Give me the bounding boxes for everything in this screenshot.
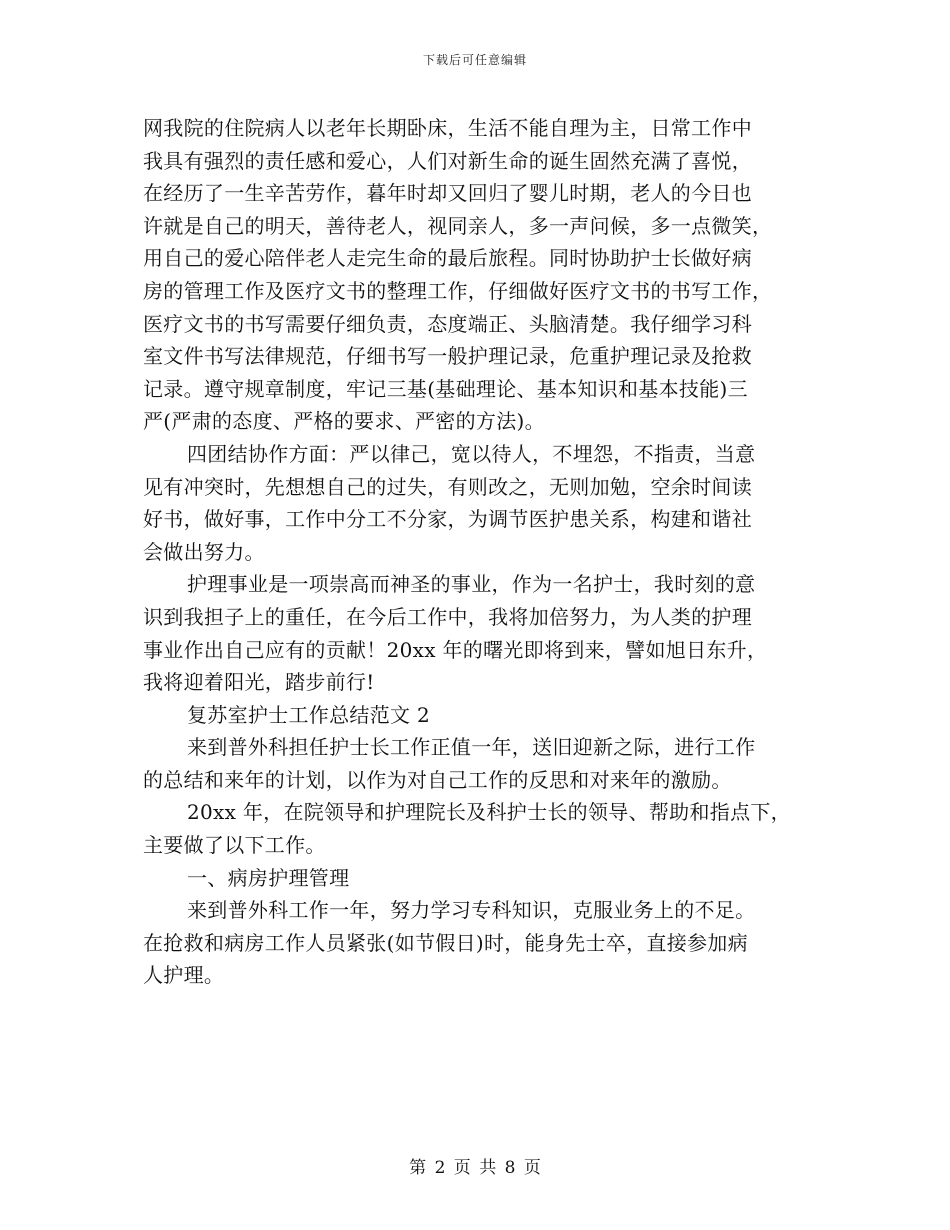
text-line: 在抢救和病房工作人员紧张(如节假日)时，能身先士卒，直接参加病 — [143, 930, 748, 955]
text-line: 识到我担子上的重任，在今后工作中，我将加倍努力，为人类的护理 — [143, 604, 752, 629]
page-header: 下载后可任意编辑 — [422, 53, 527, 67]
text-line: 严(严肃的态度、严格的要求、严密的方法)。 — [143, 409, 545, 434]
text-line: 医疗文书的书写需要仔细负责，态度端正、头脑清楚。我仔细学习科 — [143, 311, 752, 336]
section-title: 复苏室护士工作总结范文 2 — [187, 702, 430, 727]
subsection-title: 一、病房护理管理 — [187, 865, 350, 890]
text-line: 室文件书写法律规范，仔细书写一般护理记录，危重护理记录及抢救 — [143, 344, 752, 369]
text-line: 用自己的爱心陪伴老人走完生命的最后旅程。同时协助护士长做好病 — [143, 246, 752, 271]
text-line: 好书，做好事，工作中分工不分家，为调节医护患关系，构建和谐社 — [143, 507, 752, 532]
text-line: 见有冲突时，先想想自己的过失，有则改之，无则加勉，空余时间读 — [143, 474, 752, 499]
text-line: 房的管理工作及医疗文书的整理工作，仔细做好医疗文书的书写工作， — [143, 278, 773, 303]
paragraph-start-line: 来到普外科担任护士长工作正值一年，送旧迎新之际，进行工作 — [187, 735, 756, 760]
text-line: 网我院的住院病人以老年长期卧床，生活不能自理为主，日常工作中 — [143, 116, 752, 140]
page-number-footer: 第 2 页 共 8 页 — [409, 1158, 541, 1178]
text-line: 我将迎着阳光，踏步前行! — [143, 670, 375, 695]
document-body — [143, 112, 808, 992]
paragraph-start-line: 20xx 年，在院领导和护理院长及科护士长的领导、帮助和指点下， — [187, 800, 791, 825]
text-line: 在经历了一生辛苦劳作，暮年时却又回归了婴儿时期，老人的今日也 — [143, 181, 752, 206]
text-line: 主要做了以下工作。 — [143, 833, 326, 858]
text-line: 许就是自己的明天，善待老人，视同亲人，多一声问候，多一点微笑， — [143, 213, 773, 238]
text-line: 事业作出自己应有的贡献！20xx 年的曙光即将到来，譬如旭日东升， — [143, 637, 768, 662]
paragraph-start-line: 四团结协作方面：严以律己，宽以待人，不埋怨，不指责，当意 — [187, 441, 756, 466]
text-line: 记录。遵守规章制度，牢记三基(基础理论、基本知识和基本技能)三 — [143, 376, 748, 401]
text-line: 会做出努力。 — [143, 539, 265, 564]
paragraph-start-line: 护理事业是一项崇高而神圣的事业，作为一名护士，我时刻的意 — [187, 572, 756, 597]
text-line: 的总结和来年的计划，以作为对自己工作的反思和对来年的激励。 — [143, 767, 732, 792]
text-line: 人护理。 — [143, 963, 225, 988]
paragraph-start-line: 来到普外科工作一年，努力学习专科知识，克服业务上的不足。 — [187, 898, 756, 923]
text-line: 我具有强烈的责任感和爱心，人们对新生命的诞生固然充满了喜悦， — [143, 148, 752, 173]
